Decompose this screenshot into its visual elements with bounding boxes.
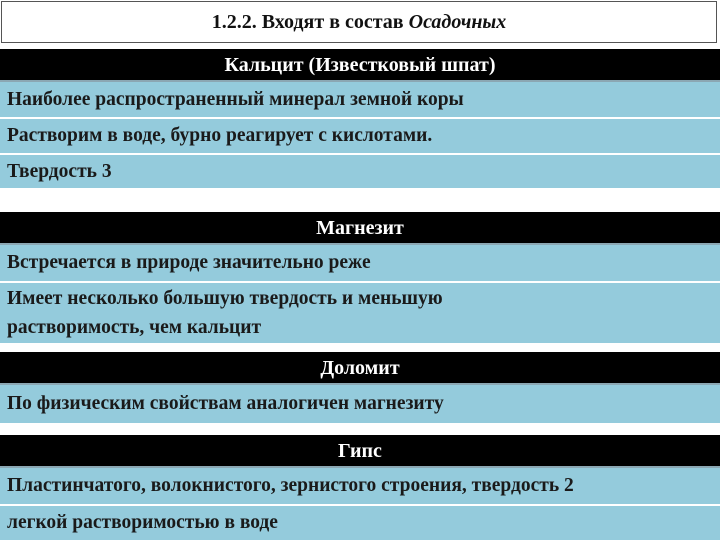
title-prefix: 1.2.2. Входят в состав — [211, 11, 409, 33]
gypsum-row-2: легкой растворимостью в воде — [0, 506, 720, 540]
calcite-row-3: Твердость 3 — [0, 155, 720, 190]
magnesite-row-2: Имеет несколько большую твердость и меньшую растворимость, чем кальцит — [0, 283, 720, 345]
section-header-calcite: Кальцит (Известковый шпат) — [0, 49, 720, 82]
section-header-gypsum: Гипс — [0, 435, 720, 468]
calcite-row-2: Растворим в воде, бурно реагирует с кислотами. — [0, 119, 720, 155]
section-header-dolomite: Доломит — [0, 352, 720, 385]
calcite-row-1: Наиболее распространенный минерал земной коры — [0, 82, 720, 119]
slide-title — [1, 1, 717, 43]
section-header-magnesite: Магнезит — [0, 212, 720, 245]
gypsum-row-1: Пластинчатого, волокнистого, зернистого строения, твердость 2 — [0, 468, 720, 506]
title-italic: Осадочных — [408, 11, 507, 33]
dolomite-row-1: По физическим свойствам аналогичен магнезиту — [0, 385, 720, 425]
magnesite-row-1: Встречается в природе значительно реже — [0, 245, 720, 283]
